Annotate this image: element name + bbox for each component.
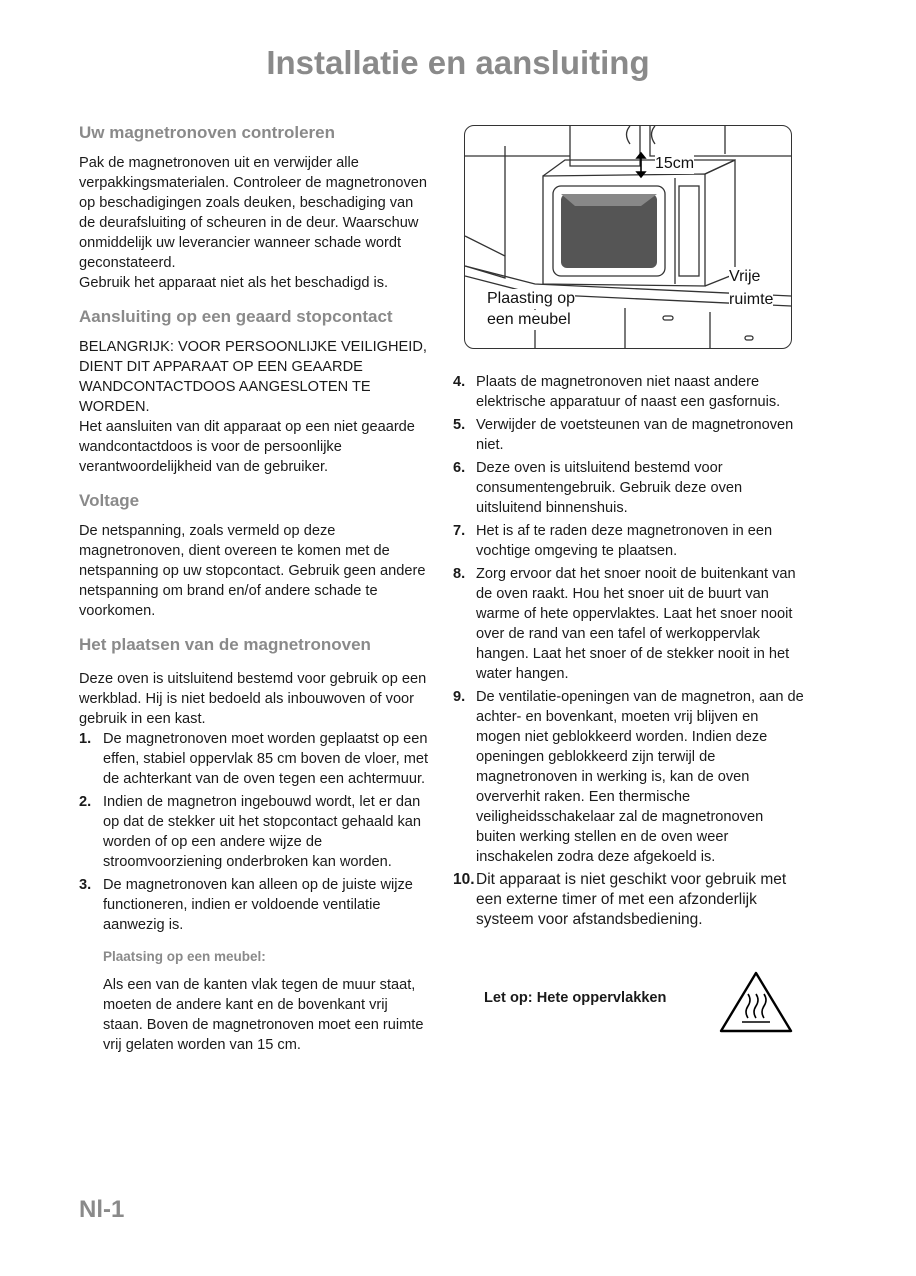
list-number: 1. — [79, 731, 92, 747]
list-number: 3. — [79, 877, 92, 893]
list-text: Verwijder de voetsteunen van de magnetronoven niet. — [476, 417, 794, 453]
list-number: 6. — [453, 460, 466, 476]
figure-label-free-space-1: Vrije — [729, 268, 761, 285]
list-text: De magnetronoven kan alleen op de juiste wijze functioneren, indien er voldoende ventilatie aanwezig is. — [103, 877, 413, 933]
paragraph: De netspanning, zoals vermeld op deze magnetronoven, dient overeen te komen met de netspanning op uw stopcontact. Gebruik geen andere netspanning om brand en/of andere schade te voorkomen. — [79, 523, 426, 619]
list-item — [453, 372, 805, 412]
section-heading: Het plaatsen van de magnetronoven — [79, 635, 371, 654]
list-number: 9. — [453, 689, 466, 705]
list-number: 4. — [453, 374, 466, 390]
placement-list — [79, 729, 429, 935]
section-grounding — [79, 305, 429, 477]
figure-label-clearance: 15cm — [655, 155, 695, 172]
list-item — [79, 875, 429, 935]
figure-label-furniture-1: Plaasting op — [487, 290, 576, 307]
paragraph: Pak de magnetronoven uit en verwijder alle verpakkingsmaterialen. Controleer de magnetronoven op beschadigingen zoals deuken, beschadiging van de deurafsluiting of scheuren in de deur. Waarschuw onmiddelijk uw leverancier wanneer schade wordt geconstateerd. — [79, 155, 428, 271]
list-item — [453, 870, 805, 930]
list-text: Indien de magnetron ingebouwd wordt, let er dan op dat de stekker uit het stopcontact gehaald kan worden of op een andere wijze de stroomvoorziening onderbroken kan worden. — [103, 794, 422, 870]
left-column — [79, 121, 429, 1055]
paragraph: Het aansluiten van dit apparaat op een niet geaarde wandcontactdoos is voor de persoonlijke verantwoordelijkheid van de gebruiker. — [79, 419, 415, 475]
section-heading: Aansluiting op een geaard stopcontact — [79, 307, 393, 326]
page-number: Nl-1 — [79, 1196, 125, 1223]
figure-label-free-space-2: ruimte — [729, 291, 774, 308]
list-item — [453, 415, 805, 455]
list-item — [79, 792, 429, 872]
list-text: De ventilatie-openingen van de magnetron, aan de achter- en bovenkant, moeten vrij blijven en mogen niet geblokkeerd worden. Indien deze openingen geblokkeerd zijn terwijl de magnetronoven in werking is, kan de oven oververhit raken. Een thermische veiligheidsschakelaar zal de magnetronoven buiten werking stellen en de oven weer inschakelen zodra deze afgekoeld is. — [476, 689, 804, 865]
list-number: 10. — [453, 871, 475, 888]
right-column — [453, 372, 805, 933]
section-heading: Voltage — [79, 491, 140, 510]
list-number: 7. — [453, 523, 466, 539]
list-number: 5. — [453, 417, 466, 433]
warning-text: Let op: Hete oppervlakken — [484, 990, 667, 1006]
subsection-heading: Plaatsing op een meubel: — [103, 949, 266, 964]
figure-label-furniture-2: een meubel — [487, 311, 571, 328]
list-item — [453, 458, 805, 518]
list-item — [79, 729, 429, 789]
list-item — [453, 521, 805, 561]
list-text: Plaats de magnetronoven niet naast andere elektrische apparatuur of naast een gasfornuis. — [476, 374, 781, 410]
placement-illustration — [464, 125, 792, 349]
list-number: 2. — [79, 794, 92, 810]
page-title: Installatie en aansluiting — [266, 44, 650, 81]
paragraph: Gebruik het apparaat niet als het beschadigd is. — [79, 275, 389, 291]
section-heading: Uw magnetronoven controleren — [79, 123, 335, 142]
list-item — [453, 564, 805, 684]
list-text: Deze oven is uitsluitend bestemd voor consumentengebruik. Gebruik deze oven uitsluitend binnenshuis. — [476, 460, 743, 516]
hot-surface-icon — [718, 970, 794, 1034]
list-text: De magnetronoven moet worden geplaatst op een effen, stabiel oppervlak 85 cm boven de vloer, met de achterkant van de oven tegen een achtermuur. — [103, 731, 429, 787]
paragraph: BELANGRIJK: VOOR PERSOONLIJKE VEILIGHEID, DIENT DIT APPARAAT OP EEN GEAARDE WANDCONTACTDOOS AANGESLOTEN TE WORDEN. — [79, 339, 427, 415]
paragraph: Deze oven is uitsluitend bestemd voor gebruik op een werkblad. Hij is niet bedoeld als inbouwoven of voor gebruik in een kast. — [79, 671, 427, 727]
list-text: Zorg ervoor dat het snoer nooit de buitenkant van de oven raakt. Hou het snoer uit de buurt van warme of hete oppervlaktes. Laat het snoer nooit over de rand van een tafel of werkoppervlak hangen. Laat het snoer of de stekker nooit in het water hangen. — [476, 566, 796, 682]
list-item — [453, 687, 805, 867]
safety-list — [453, 372, 805, 930]
section-check-oven — [79, 121, 429, 293]
list-text: Het is af te raden deze magnetronoven in een vochtige omgeving te plaatsen. — [476, 523, 773, 559]
section-voltage — [79, 489, 429, 621]
section-placement — [79, 633, 429, 1055]
list-text: Dit apparaat is niet geschikt voor gebruik met een externe timer of met een afzonderlijk systeem voor afstandsbediening. — [476, 871, 787, 928]
list-number: 8. — [453, 566, 466, 582]
subsection-text: Als een van de kanten vlak tegen de muur staat, moeten de andere kant en de bovenkant vrij staan. Boven de magnetronoven moet een ruimte vrij gelaten worden van 15 cm. — [103, 977, 424, 1053]
